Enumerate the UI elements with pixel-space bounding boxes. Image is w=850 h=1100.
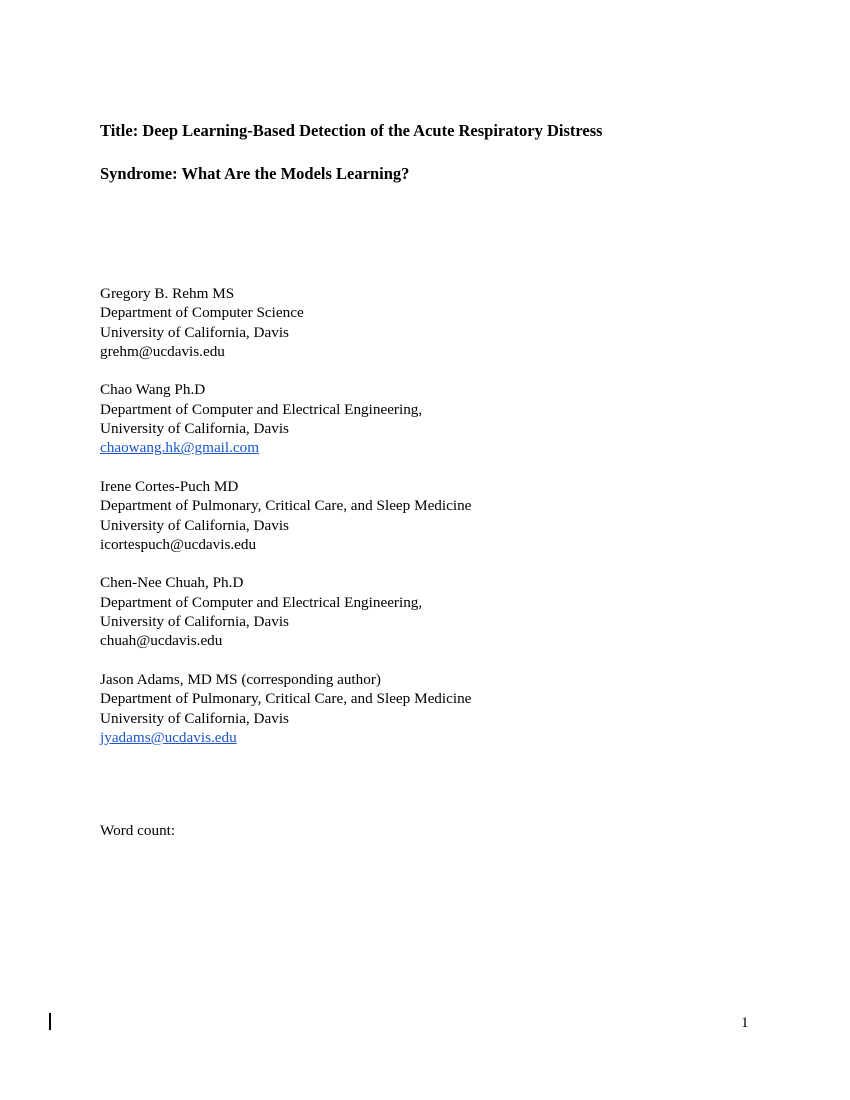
paper-title-line-2: Syndrome: What Are the Models Learning? <box>100 164 410 183</box>
author-block <box>100 670 471 747</box>
author-name: Jason Adams, MD MS (corresponding author) <box>100 670 381 688</box>
author-department: Department of Pulmonary, Critical Care, and Sleep Medicine <box>100 497 472 515</box>
author-university: University of California, Davis <box>100 709 289 727</box>
author-email: icortespuch@ucdavis.edu <box>100 535 257 553</box>
author-email-link[interactable]: jyadams@ucdavis.edu <box>100 728 237 746</box>
author-department: Department of Computer and Electrical Engineering, <box>100 400 423 418</box>
author-email: chuah@ucdavis.edu <box>100 632 223 650</box>
author-department: Department of Computer and Electrical Engineering, <box>100 593 423 611</box>
author-name: Gregory B. Rehm MS <box>100 285 235 302</box>
author-block <box>100 284 471 361</box>
author-email-link[interactable]: chaowang.hk@gmail.com <box>100 439 260 457</box>
author-name: Chao Wang Ph.D <box>100 381 206 399</box>
change-bar <box>49 1013 51 1030</box>
paper-title-line-1: Title: Deep Learning-Based Detection of the Acute Respiratory Distress <box>100 121 603 140</box>
word-count-label: Word count: <box>100 822 176 839</box>
author-block <box>100 380 471 457</box>
author-name: Irene Cortes-Puch MD <box>100 477 239 495</box>
page-number: 1 <box>741 1014 749 1031</box>
author-university: University of California, Davis <box>100 613 289 631</box>
author-university: University of California, Davis <box>100 516 289 534</box>
author-name: Chen-Nee Chuah, Ph.D <box>100 574 244 592</box>
author-university: University of California, Davis <box>100 323 289 341</box>
author-block <box>100 477 471 554</box>
author-department: Department of Computer Science <box>100 304 304 322</box>
author-list <box>100 284 471 766</box>
author-department: Department of Pulmonary, Critical Care, and Sleep Medicine <box>100 690 472 708</box>
author-email: grehm@ucdavis.edu <box>100 342 225 360</box>
author-block <box>100 573 471 650</box>
author-university: University of California, Davis <box>100 420 289 438</box>
